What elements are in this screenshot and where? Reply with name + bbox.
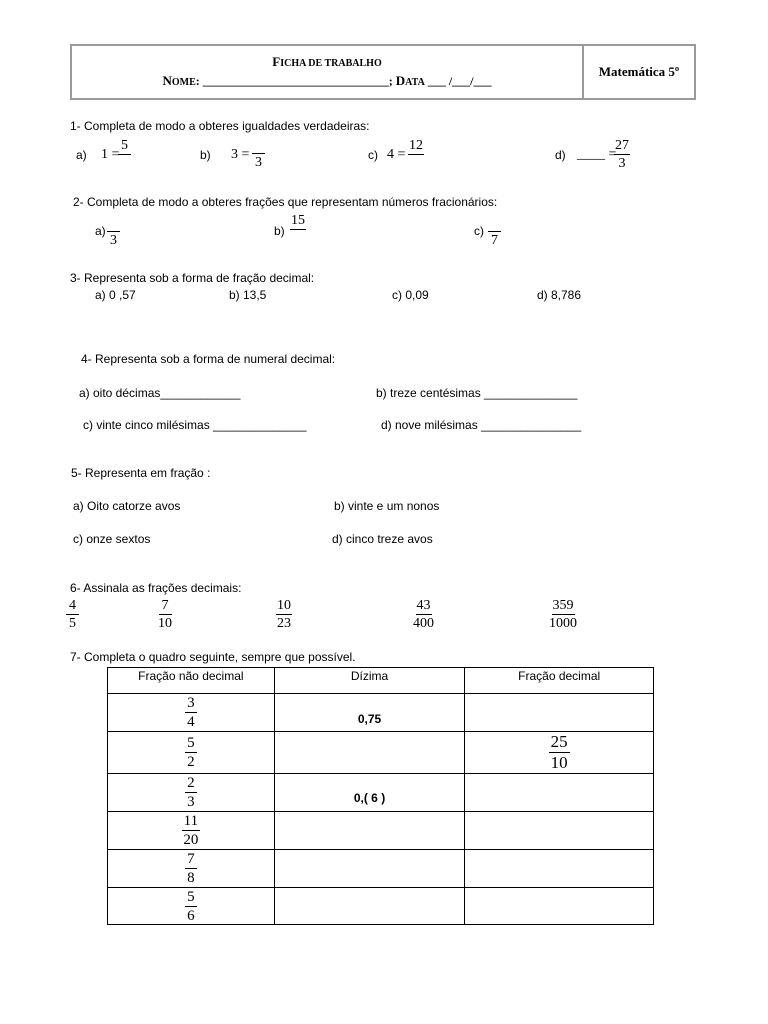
row-fraction-num: 11	[183, 813, 199, 829]
q5-a: a) Oito catorze avos	[73, 499, 181, 513]
q5-title: 5- Representa em fração :	[71, 466, 211, 480]
q7-table	[107, 667, 654, 925]
cell-fraction	[108, 850, 275, 888]
q7-title: 7- Completa o quadro seguinte, sempre que possível.	[70, 650, 356, 664]
row-fraction-num: 5	[187, 735, 195, 751]
cell-dizima[interactable]	[274, 732, 465, 774]
row-fraction	[185, 851, 197, 886]
q1-b-denominator: 3	[255, 155, 262, 170]
q6-fraction-5-den: 1000	[549, 616, 577, 631]
q1-c-fraction	[408, 138, 424, 170]
row-decimal-fraction	[549, 733, 570, 772]
table-row	[108, 812, 654, 850]
q4-d[interactable]: d) nove milésimas _______________	[381, 418, 582, 432]
q4-a[interactable]: a) oito décimas____________	[79, 386, 241, 400]
q2-c-numerator-blank[interactable]	[488, 224, 501, 232]
q6-fraction-1-num: 4	[66, 598, 79, 615]
q1-b-fraction	[252, 146, 265, 170]
row-fraction-num: 2	[187, 775, 195, 791]
q1-d-lhs[interactable]: ____ =	[577, 147, 617, 162]
q3-c: c) 0,09	[392, 288, 429, 302]
row-decimal-fraction-den: 10	[550, 753, 568, 772]
q6-fraction-1-den: 5	[69, 616, 76, 631]
header-fracao-decimal: Fração decimal	[465, 668, 654, 694]
table-header-row	[108, 668, 654, 694]
q6-fraction-2[interactable]	[158, 598, 172, 631]
q1-a-lhs: 1 =	[101, 147, 120, 162]
q2-c-label: c)	[474, 224, 484, 238]
table-row	[108, 732, 654, 774]
row-fraction-den: 20	[183, 832, 199, 848]
row-fraction	[185, 735, 197, 770]
q6-fraction-3-den: 23	[277, 616, 291, 631]
q3-title: 3- Representa sob a forma de fração decimal:	[70, 271, 315, 285]
q6-fraction-4-num: 43	[416, 598, 431, 613]
subject-cell	[584, 46, 694, 98]
cell-fraction	[108, 888, 275, 925]
q4-title: 4- Representa sob a forma de numeral decimal:	[81, 352, 336, 366]
header-fracao-nao-decimal: Fração não decimal	[108, 668, 275, 694]
q2-c-fraction	[488, 224, 501, 248]
cell-fraction	[108, 732, 275, 774]
q1-a-numerator: 5	[118, 138, 131, 155]
row-fraction-den: 2	[187, 754, 195, 770]
q6-fraction-5[interactable]	[549, 598, 577, 631]
row-fraction	[185, 775, 197, 810]
q6-fraction-2-den: 10	[158, 616, 172, 631]
q3-d: d) 8,786	[537, 288, 582, 302]
cell-decimal-fraction[interactable]	[465, 774, 654, 812]
row-fraction-den: 6	[187, 907, 195, 924]
q1-c-numerator: 12	[409, 138, 423, 153]
q1-b-numerator-blank[interactable]	[252, 146, 265, 154]
q6-fraction-5-num: 359	[552, 598, 574, 613]
cell-dizima[interactable]	[274, 812, 465, 850]
row-fraction	[185, 695, 197, 730]
q2-b-label: b)	[274, 224, 285, 238]
q6-fraction-4-den: 400	[413, 616, 434, 631]
q2-a-numerator-blank[interactable]	[107, 224, 120, 232]
q5-c: c) onze sextos	[73, 532, 151, 546]
q2-b-fraction	[290, 213, 306, 245]
cell-decimal-fraction[interactable]	[465, 888, 654, 925]
q1-c-lhs: 4 =	[387, 147, 406, 162]
table-row	[108, 774, 654, 812]
table-row	[108, 888, 654, 925]
q2-title: 2- Completa de modo a obteres frações que representam números fracionários:	[73, 195, 498, 209]
cell-decimal-fraction[interactable]	[465, 812, 654, 850]
cell-decimal-fraction[interactable]	[465, 694, 654, 732]
q1-a-fraction	[118, 138, 131, 170]
row-dizima: 0,75	[357, 711, 382, 726]
q6-fraction-3[interactable]	[276, 598, 292, 631]
table-row	[108, 694, 654, 732]
q1-c-denominator-blank[interactable]	[411, 155, 422, 170]
cell-dizima[interactable]	[274, 850, 465, 888]
cell-dizima[interactable]	[274, 888, 465, 925]
q1-d-fraction	[614, 138, 630, 171]
row-fraction-num: 5	[187, 888, 195, 905]
q6-fraction-1[interactable]	[66, 598, 79, 631]
q3-b: b) 13,5	[229, 288, 267, 302]
row-decimal-fraction-num: 25	[550, 732, 568, 751]
q6-fraction-4[interactable]	[413, 598, 434, 631]
row-fraction-den: 4	[187, 714, 195, 730]
row-fraction-den: 8	[187, 870, 195, 886]
q1-d-label: d)	[555, 148, 566, 162]
q1-b-label: b)	[200, 148, 211, 162]
cell-decimal-fraction[interactable]	[465, 850, 654, 888]
table-row	[108, 850, 654, 888]
row-fraction	[182, 813, 200, 848]
header-title-cell	[72, 46, 584, 98]
q2-a-denominator: 3	[110, 233, 117, 248]
header-dizima: Dízima	[274, 668, 465, 694]
header-box	[70, 44, 696, 100]
q2-b-denominator-blank[interactable]	[293, 230, 304, 245]
q4-c[interactable]: c) vinte cinco milésimas ______________	[83, 418, 307, 432]
row-fraction-num: 3	[187, 695, 195, 711]
q1-a-label: a)	[76, 148, 87, 162]
cell-decimal-fraction[interactable]	[465, 732, 654, 774]
q1-c-label: c)	[368, 148, 378, 162]
row-fraction-den: 3	[187, 794, 195, 810]
q2-c-denominator: 7	[491, 233, 498, 248]
q2-a-label: a)	[95, 224, 106, 238]
q2-a-fraction	[107, 224, 120, 248]
row-fraction-num: 7	[187, 851, 195, 867]
row-dizima: 0,( 6 )	[353, 790, 386, 805]
cell-dizima[interactable]	[274, 694, 465, 732]
q6-fraction-3-num: 10	[277, 598, 291, 613]
q5-b: b) vinte e um nonos	[334, 499, 440, 513]
q1-d-denominator: 3	[618, 156, 626, 171]
worksheet-title: FICHA DE TRABALHO	[272, 54, 382, 69]
q1-title: 1- Completa de modo a obteres igualdades verdadeiras:	[70, 119, 370, 133]
cell-fraction	[108, 774, 275, 812]
q6-title: 6- Assinala as frações decimais:	[70, 581, 242, 595]
name-date-line: NOME: _______________________________; DATA ___ /___/___	[162, 73, 492, 88]
q1-b-lhs: 3 =	[231, 147, 250, 162]
cell-fraction	[108, 812, 275, 850]
q1-a-denominator-blank[interactable]	[119, 155, 130, 170]
subject-label: Matemática 5º	[598, 64, 680, 79]
q3-a: a) 0 ,57	[95, 288, 136, 302]
cell-dizima[interactable]	[274, 774, 465, 812]
q5-d: d) cinco treze avos	[332, 532, 433, 546]
cell-fraction	[108, 694, 275, 732]
q4-b[interactable]: b) treze centésimas ______________	[376, 386, 578, 400]
q1-d-numerator: 27	[615, 138, 629, 153]
row-fraction	[185, 889, 197, 924]
q6-fraction-2-num: 7	[159, 598, 172, 615]
q2-b-numerator: 15	[291, 213, 305, 228]
